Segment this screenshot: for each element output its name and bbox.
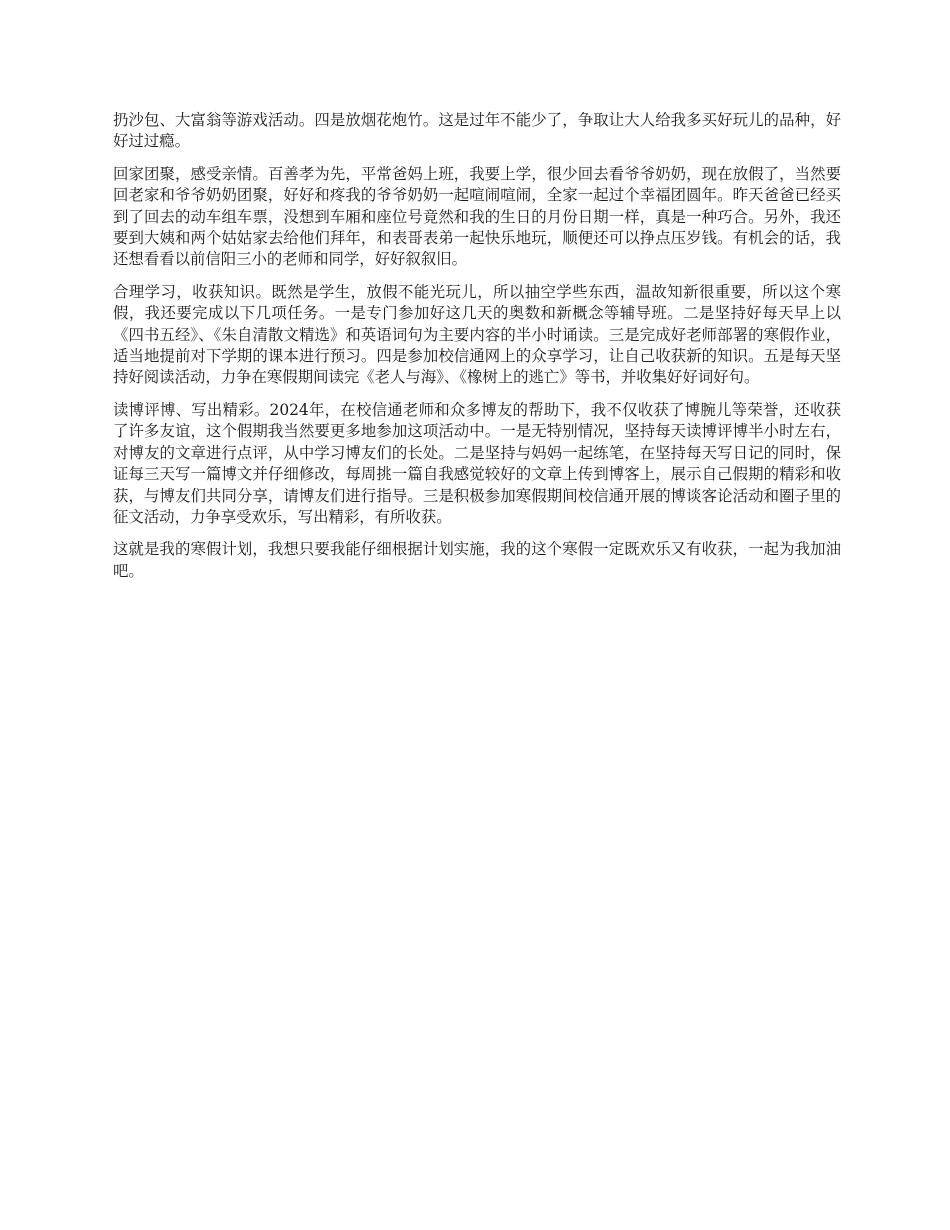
paragraph-games: 扔沙包、大富翁等游戏活动。四是放烟花炮竹。这是过年不能少了，争取让大人给我多买好玩儿的品种，好好过过瘾。: [113, 111, 841, 151]
paragraph-family-reunion: 回家团聚，感受亲情。百善孝为先，平常爸妈上班，我要上学，很少回去看爷爷奶奶，现在放假了，当然要回老家和爷爷奶奶团聚，好好和疼我的爷爷奶奶一起喧闹喧闹，全家一起过个幸福团圆年。昨天爸爸已经买到了回去的动车组车票，没想到车厢和座位号竟然和我的生日的月份日期一样，真是一种巧合。另外，我还要到大姨和两个姑姑家去给他们拜年，和表哥表弟一起快乐地玩，顺便还可以挣点压岁钱。有机会的话，我还想看看以前信阳三小的老师和同学，好好叙叙旧。: [113, 164, 841, 269]
paragraph-blog-activity: 读博评博、写出精彩。2024年，在校信通老师和众多博友的帮助下，我不仅收获了博腕儿等荣誉，还收获了许多友谊，这个假期我当然要更多地参加这项活动中。一是无特别情况，坚持每天读博评博半小时左右，对博友的文章进行点评，从中学习博友们的长处。二是坚持与妈妈一起练笔，在坚持每天写日记的同时，保证每三天写一篇博文并仔细修改，每周挑一篇自我感觉较好的文章上传到博客上，展示自己假期的精彩和收获，与博友们共同分享，请博友们进行指导。三是积极参加寒假期间校信通开展的博谈客论活动和圈子里的征文活动，力争享受欢乐，写出精彩，有所收获。: [113, 400, 841, 526]
paragraph-study-plan: 合理学习，收获知识。既然是学生，放假不能光玩儿，所以抽空学些东西，温故知新很重要，所以这个寒假，我还要完成以下几项任务。一是专门参加好这几天的奥数和新概念等辅导班。二是坚持好每天早上以《四书五经》、《朱自清散文精选》和英语词句为主要内容的半小时诵读。三是完成好老师部署的寒假作业，适当地提前对下学期的课本进行预习。四是参加校信通网上的众享学习，让自己收获新的知识。五是每天坚持好阅读活动，力争在寒假期间读完《老人与海》、《橡树上的逃亡》等书，并收集好好词好句。: [113, 282, 841, 387]
paragraph-conclusion: 这就是我的寒假计划，我想只要我能仔细根据计划实施，我的这个寒假一定既欢乐又有收获，一起为我加油吧。: [113, 540, 841, 580]
document-body: [113, 110, 841, 593]
